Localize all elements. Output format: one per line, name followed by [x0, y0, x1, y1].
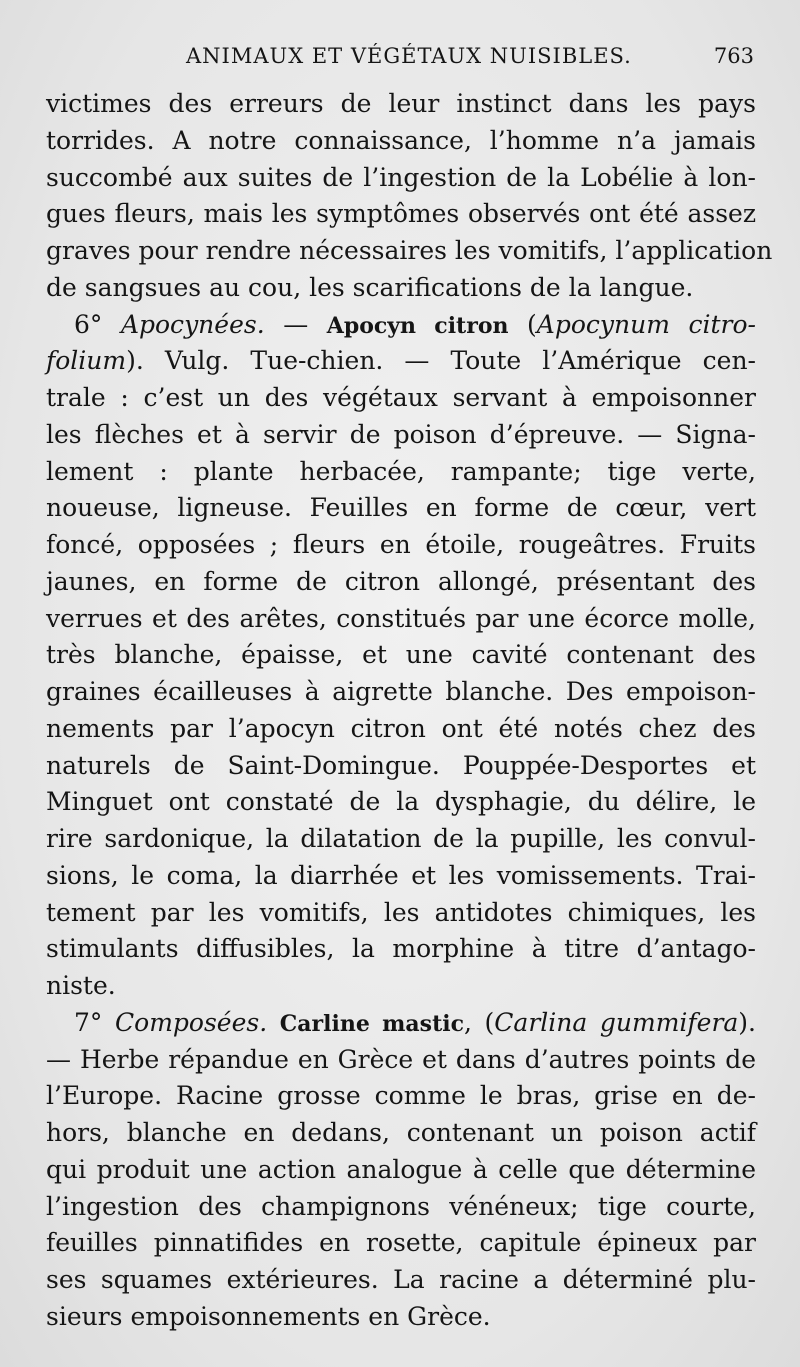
text-line — [46, 270, 756, 307]
text-line — [46, 86, 756, 123]
text-run: gues fleurs, mais les symptômes observés ont été assez — [46, 199, 756, 229]
text-run: victimes des erreurs de leur instinct dans les pays — [46, 89, 756, 118]
text-line — [46, 601, 756, 638]
text-run: graves pour rendre nécessaires les vomitifs, l’application — [46, 236, 773, 265]
text-line — [46, 637, 756, 674]
text-line — [46, 1299, 756, 1336]
text-run: de sangsues au cou, les scarifications de la langue. — [46, 272, 694, 302]
text-run: qui produit une action analogue à celle que détermine — [46, 1154, 756, 1184]
text-run: lement : plante herbacée, rampante; tige verte, — [46, 456, 756, 486]
text-line — [46, 1225, 756, 1262]
text-run: feuilles pinnatifides en rosette, capitule épineux par — [46, 1228, 756, 1258]
species-name: Carline mastic — [279, 1010, 464, 1037]
text-line — [46, 968, 756, 1005]
text-line — [46, 343, 756, 380]
text-run: noueuse, ligneuse. Feuilles en forme de cœur, vert — [46, 493, 756, 523]
text-line — [46, 307, 756, 344]
species-name: Apocyn citron — [326, 312, 509, 339]
text-run: sions, le coma, la diarrhée et les vomissements. Trai- — [46, 860, 756, 890]
text-line — [46, 1005, 756, 1042]
text-run: Minguet ont constaté de la dysphagie, du délire, le — [46, 787, 756, 817]
italic-text: folium — [46, 346, 127, 376]
text-line — [46, 1115, 756, 1152]
text-run: sieurs empoisonnements en Grèce. — [46, 1301, 491, 1331]
text-run: naturels de Saint-Domingue. Pouppée-Desportes et — [46, 750, 756, 780]
text-run: succombé aux suites de l’ingestion de la Lobélie à lon- — [46, 162, 756, 192]
page-number: 763 — [713, 44, 754, 68]
italic-text: Composées. — [115, 1007, 268, 1037]
italic-text: Apocynées. — [120, 309, 265, 339]
text-run: , ( — [463, 1007, 495, 1037]
text-run: niste. — [46, 971, 116, 1000]
text-line — [46, 1078, 756, 1115]
text-line — [46, 748, 756, 785]
text-run: ses squames extérieures. La racine a déterminé plu- — [46, 1265, 756, 1294]
text-run: rire sardonique, la dilatation de la pupille, les convul- — [46, 824, 756, 853]
text-line — [46, 564, 756, 601]
italic-text: Carlina gummifera — [494, 1007, 739, 1037]
text-line — [46, 821, 756, 858]
text-run: verrues et des arêtes, constitués par une écorce molle, — [46, 603, 756, 633]
text-run: tement par les vomitifs, les antidotes chimiques, les — [46, 897, 756, 927]
text-line — [46, 1042, 756, 1079]
text-run: graines écailleuses à aigrette blanche. Des empoison- — [46, 677, 756, 706]
text-line — [46, 160, 756, 197]
text-line — [46, 674, 756, 711]
text-line — [46, 784, 756, 821]
text-run: torrides. A notre connaissance, l’homme n’a jamais — [46, 125, 756, 155]
text-line — [46, 858, 756, 895]
text-run: l’ingestion des champignons vénéneux; tige courte, — [46, 1191, 756, 1221]
body-text — [46, 86, 773, 1336]
text-run: ). — [738, 1007, 756, 1037]
running-head — [46, 44, 754, 74]
text-run: les flèches et à servir de poison d’épreuve. — Signa- — [46, 419, 756, 449]
text-line — [46, 931, 756, 968]
text-run: ( — [508, 309, 537, 339]
text-run: 7° — [74, 1007, 116, 1037]
text-line — [46, 527, 756, 564]
text-line — [46, 711, 756, 748]
text-line — [46, 1152, 756, 1189]
text-run: nements par l’apocyn citron ont été notés chez des — [46, 713, 756, 743]
text-run: — Herbe répandue en Grèce et dans d’autres points de — [46, 1044, 756, 1074]
text-run: trale : c’est un des végétaux servant à empoisonner — [46, 383, 756, 412]
text-line — [46, 417, 756, 454]
text-line — [46, 1262, 756, 1299]
running-title: ANIMAUX ET VÉGÉTAUX NUISIBLES. — [186, 44, 632, 68]
text-run: jaunes, en forme de citron allongé, présentant des — [46, 566, 756, 596]
text-line — [46, 454, 756, 491]
text-line — [46, 1189, 756, 1226]
text-line — [46, 895, 756, 932]
text-line — [46, 233, 773, 270]
text-line — [46, 196, 756, 233]
text-run: très blanche, épaisse, et une cavité contenant des — [46, 640, 756, 670]
text-run: foncé, opposées ; fleurs en étoile, rougeâtres. Fruits — [46, 530, 756, 559]
text-run: — — [264, 309, 327, 339]
text-line — [46, 123, 756, 160]
text-line — [46, 490, 756, 527]
text-run: stimulants diffusibles, la morphine à titre d’antago- — [46, 934, 756, 964]
text-line — [46, 380, 756, 417]
text-run: ). Vulg. Tue-chien. — Toute l’Amérique cen- — [126, 346, 756, 376]
text-run: 6° — [74, 309, 121, 339]
text-run: hors, blanche en dedans, contenant un poison actif — [46, 1118, 756, 1147]
text-run: l’Europe. Racine grosse comme le bras, grise en de- — [46, 1081, 756, 1111]
italic-text: Apocynum citro- — [536, 309, 756, 339]
text-run — [267, 1008, 280, 1037]
